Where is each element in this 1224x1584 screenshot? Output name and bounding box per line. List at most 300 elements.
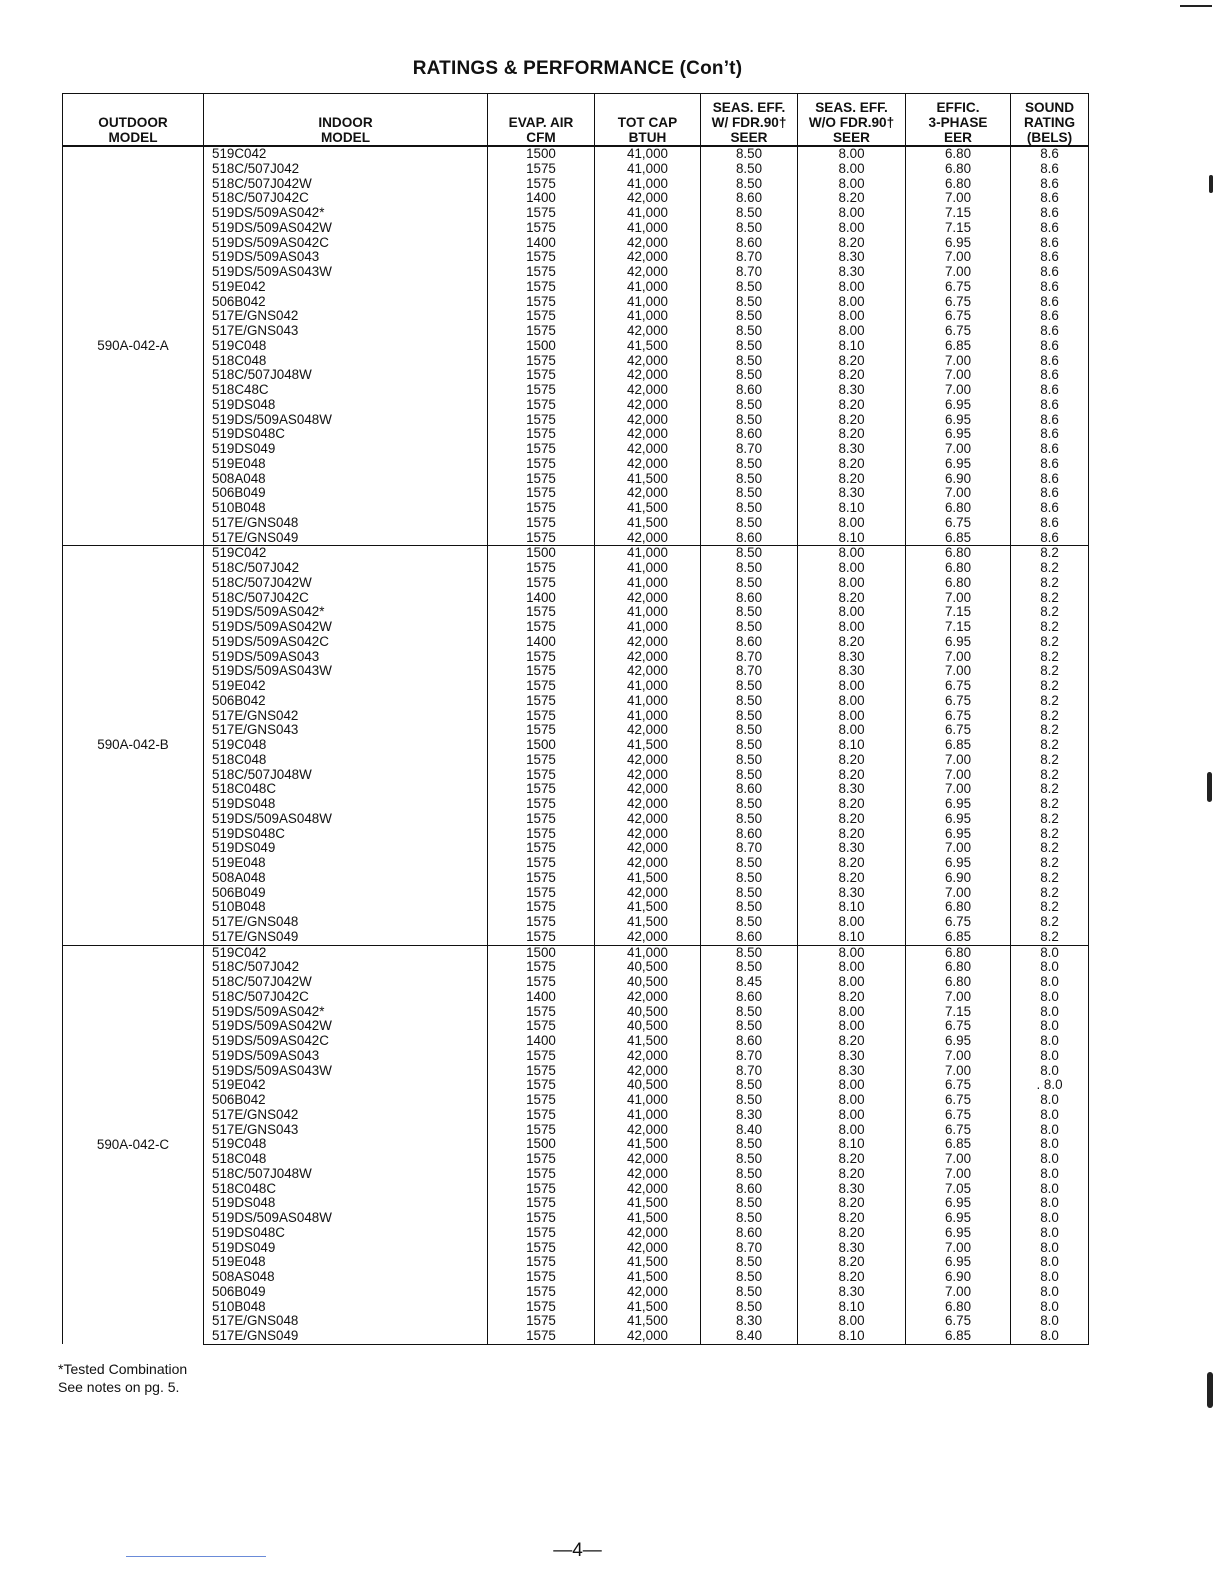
table-row [63, 975, 1089, 990]
seer-no-fdr-cell: 8.20 [798, 236, 906, 251]
cfm-cell: 1575 [488, 1270, 595, 1285]
sound-cell: 8.6 [1011, 457, 1089, 472]
eer-cell: 6.75 [906, 1078, 1011, 1093]
indoor-model-cell: 508AS048 [204, 1270, 488, 1285]
cfm-cell: 1575 [488, 383, 595, 398]
table-row [63, 605, 1089, 620]
table-row [63, 723, 1089, 738]
scan-artifact-line [126, 1556, 266, 1557]
btuh-cell: 42,000 [595, 191, 701, 206]
eer-cell: 6.90 [906, 1270, 1011, 1285]
column-header-line: EER [944, 130, 972, 145]
cfm-cell: 1575 [488, 605, 595, 620]
btuh-cell: 41,000 [595, 561, 701, 576]
table-row [63, 1270, 1089, 1285]
indoor-model-cell: 518C048C [204, 782, 488, 797]
seer-fdr-cell: 8.50 [701, 561, 798, 576]
indoor-model-cell: 519C042 [204, 146, 488, 162]
eer-cell: 6.75 [906, 1314, 1011, 1329]
eer-cell: 6.95 [906, 1196, 1011, 1211]
footnotes [58, 1360, 187, 1396]
eer-cell: 6.95 [906, 635, 1011, 650]
table-row [63, 930, 1089, 945]
outdoor-model-cell: 590A-042-C [63, 945, 204, 1344]
column-header-line: MODEL [320, 130, 371, 145]
indoor-model-cell: 519C048 [204, 738, 488, 753]
seer-fdr-cell: 8.70 [701, 650, 798, 665]
btuh-cell: 42,000 [595, 1123, 701, 1138]
sound-cell: 8.0 [1011, 1241, 1089, 1256]
eer-cell: 7.15 [906, 620, 1011, 635]
cfm-cell: 1575 [488, 841, 595, 856]
seer-fdr-cell: 8.50 [701, 1005, 798, 1020]
eer-cell: 6.80 [906, 1300, 1011, 1315]
cfm-cell: 1575 [488, 1152, 595, 1167]
sound-cell: 8.0 [1011, 1034, 1089, 1049]
eer-cell: 6.95 [906, 236, 1011, 251]
column-header-line: SEAS. EFF. [815, 100, 888, 115]
sound-cell: 8.6 [1011, 398, 1089, 413]
indoor-model-cell: 519DS/509AS043W [204, 664, 488, 679]
seer-fdr-cell: 8.50 [701, 1137, 798, 1152]
indoor-model-cell: 519E048 [204, 1255, 488, 1270]
seer-fdr-cell: 8.50 [701, 605, 798, 620]
seer-fdr-cell: 8.50 [701, 398, 798, 413]
table-row [63, 368, 1089, 383]
seer-no-fdr-cell: 8.10 [798, 738, 906, 753]
sound-cell: 8.6 [1011, 531, 1089, 546]
seer-fdr-cell: 8.50 [701, 1078, 798, 1093]
eer-cell: 6.75 [906, 295, 1011, 310]
cfm-cell: 1575 [488, 1123, 595, 1138]
sound-cell: 8.2 [1011, 620, 1089, 635]
column-header-outdoor-model [63, 94, 204, 147]
eer-cell: 6.75 [906, 1093, 1011, 1108]
table-row [63, 309, 1089, 324]
table-row [63, 561, 1089, 576]
indoor-model-cell: 518C048 [204, 753, 488, 768]
seer-fdr-cell: 8.50 [701, 516, 798, 531]
indoor-model-cell: 519DS/509AS042* [204, 1005, 488, 1020]
table-row [63, 324, 1089, 339]
cfm-cell: 1575 [488, 1226, 595, 1241]
eer-cell: 6.80 [906, 501, 1011, 516]
seer-fdr-cell: 8.50 [701, 1211, 798, 1226]
eer-cell: 6.75 [906, 280, 1011, 295]
table-row [63, 1211, 1089, 1226]
table-row [63, 501, 1089, 516]
scan-artifact-mark [1180, 5, 1212, 7]
table-row [63, 1241, 1089, 1256]
eer-cell: 7.00 [906, 753, 1011, 768]
column-header-line: EFFIC. [936, 100, 980, 115]
table-row [63, 900, 1089, 915]
table-row [63, 427, 1089, 442]
table-row [63, 1196, 1089, 1211]
table-row [63, 457, 1089, 472]
seer-fdr-cell: 8.50 [701, 753, 798, 768]
eer-cell: 6.95 [906, 1226, 1011, 1241]
btuh-cell: 40,500 [595, 1005, 701, 1020]
table-row [63, 945, 1089, 960]
table-row [63, 753, 1089, 768]
btuh-cell: 41,000 [595, 709, 701, 724]
btuh-cell: 40,500 [595, 1019, 701, 1034]
table-row [63, 265, 1089, 280]
indoor-model-cell: 510B048 [204, 1300, 488, 1315]
btuh-cell: 41,500 [595, 1314, 701, 1329]
table-body [63, 146, 1089, 1344]
cfm-cell: 1575 [488, 620, 595, 635]
seer-fdr-cell: 8.50 [701, 146, 798, 162]
eer-cell: 6.95 [906, 413, 1011, 428]
seer-fdr-cell: 8.50 [701, 1285, 798, 1300]
sound-cell: 8.6 [1011, 177, 1089, 192]
seer-no-fdr-cell: 8.30 [798, 650, 906, 665]
btuh-cell: 42,000 [595, 797, 701, 812]
indoor-model-cell: 510B048 [204, 900, 488, 915]
cfm-cell: 1575 [488, 1196, 595, 1211]
scan-artifact-mark [1207, 1372, 1213, 1408]
seer-fdr-cell: 8.60 [701, 990, 798, 1005]
seer-no-fdr-cell: 8.00 [798, 146, 906, 162]
indoor-model-cell: 519DS048C [204, 1226, 488, 1241]
indoor-model-cell: 519C048 [204, 1137, 488, 1152]
seer-fdr-cell: 8.50 [701, 915, 798, 930]
seer-fdr-cell: 8.50 [701, 900, 798, 915]
seer-no-fdr-cell: 8.30 [798, 1182, 906, 1197]
column-header-eer-3-phase [906, 94, 1011, 147]
eer-cell: 7.00 [906, 1152, 1011, 1167]
cfm-cell: 1575 [488, 324, 595, 339]
seer-fdr-cell: 8.50 [701, 546, 798, 561]
btuh-cell: 42,000 [595, 753, 701, 768]
eer-cell: 7.00 [906, 383, 1011, 398]
sound-cell: 8.2 [1011, 738, 1089, 753]
btuh-cell: 41,000 [595, 679, 701, 694]
cfm-cell: 1575 [488, 812, 595, 827]
indoor-model-cell: 517E/GNS048 [204, 1314, 488, 1329]
eer-cell: 7.15 [906, 605, 1011, 620]
cfm-cell: 1575 [488, 442, 595, 457]
cfm-cell: 1575 [488, 516, 595, 531]
btuh-cell: 41,000 [595, 309, 701, 324]
eer-cell: 7.00 [906, 990, 1011, 1005]
btuh-cell: 41,500 [595, 501, 701, 516]
sound-cell: 8.0 [1011, 1005, 1089, 1020]
sound-cell: 8.0 [1011, 1019, 1089, 1034]
sound-cell: 8.2 [1011, 827, 1089, 842]
btuh-cell: 41,500 [595, 1211, 701, 1226]
eer-cell: 6.75 [906, 679, 1011, 694]
indoor-model-cell: 519DS/509AS042W [204, 221, 488, 236]
eer-cell: 6.75 [906, 324, 1011, 339]
indoor-model-cell: 519DS/509AS048W [204, 413, 488, 428]
seer-no-fdr-cell: 8.00 [798, 206, 906, 221]
sound-cell: 8.0 [1011, 1049, 1089, 1064]
cfm-cell: 1575 [488, 354, 595, 369]
indoor-model-cell: 506B042 [204, 1093, 488, 1108]
seer-fdr-cell: 8.50 [701, 162, 798, 177]
table-row [63, 679, 1089, 694]
btuh-cell: 42,000 [595, 1152, 701, 1167]
sound-cell: 8.2 [1011, 900, 1089, 915]
sound-cell: 8.6 [1011, 206, 1089, 221]
sound-cell: 8.6 [1011, 295, 1089, 310]
seer-no-fdr-cell: 8.00 [798, 546, 906, 561]
table-row [63, 841, 1089, 856]
btuh-cell: 41,000 [595, 146, 701, 162]
cfm-cell: 1575 [488, 1211, 595, 1226]
seer-fdr-cell: 8.50 [701, 1152, 798, 1167]
eer-cell: 6.95 [906, 1255, 1011, 1270]
sound-cell: 8.6 [1011, 191, 1089, 206]
seer-no-fdr-cell: 8.20 [798, 768, 906, 783]
seer-fdr-cell: 8.50 [701, 1167, 798, 1182]
indoor-model-cell: 519E048 [204, 856, 488, 871]
seer-no-fdr-cell: 8.20 [798, 990, 906, 1005]
btuh-cell: 42,000 [595, 1241, 701, 1256]
seer-no-fdr-cell: 8.20 [798, 191, 906, 206]
cfm-cell: 1575 [488, 1300, 595, 1315]
btuh-cell: 42,000 [595, 398, 701, 413]
sound-cell: 8.2 [1011, 856, 1089, 871]
cfm-cell: 1575 [488, 280, 595, 295]
table-row [63, 1300, 1089, 1315]
seer-no-fdr-cell: 8.00 [798, 295, 906, 310]
seer-no-fdr-cell: 8.10 [798, 930, 906, 945]
table-row [63, 221, 1089, 236]
table-row [63, 280, 1089, 295]
seer-no-fdr-cell: 8.20 [798, 591, 906, 606]
btuh-cell: 42,000 [595, 1064, 701, 1079]
table-row [63, 206, 1089, 221]
indoor-model-cell: 508A048 [204, 472, 488, 487]
table-row [63, 1093, 1089, 1108]
seer-fdr-cell: 8.50 [701, 945, 798, 960]
eer-cell: 6.95 [906, 427, 1011, 442]
sound-cell: 8.0 [1011, 1226, 1089, 1241]
eer-cell: 6.75 [906, 309, 1011, 324]
indoor-model-cell: 517E/GNS049 [204, 1329, 488, 1344]
indoor-model-cell: 518C/507J048W [204, 1167, 488, 1182]
seer-no-fdr-cell: 8.20 [798, 753, 906, 768]
btuh-cell: 41,500 [595, 1270, 701, 1285]
eer-cell: 6.80 [906, 561, 1011, 576]
seer-fdr-cell: 8.70 [701, 250, 798, 265]
seer-no-fdr-cell: 8.30 [798, 1285, 906, 1300]
column-header-seer-without-fdr [798, 94, 906, 147]
cfm-cell: 1575 [488, 886, 595, 901]
table-row [63, 1005, 1089, 1020]
btuh-cell: 42,000 [595, 427, 701, 442]
sound-cell: 8.0 [1011, 1137, 1089, 1152]
table-row [63, 782, 1089, 797]
seer-fdr-cell: 8.50 [701, 486, 798, 501]
eer-cell: 7.15 [906, 206, 1011, 221]
seer-no-fdr-cell: 8.30 [798, 265, 906, 280]
btuh-cell: 42,000 [595, 413, 701, 428]
seer-no-fdr-cell: 8.00 [798, 945, 906, 960]
cfm-cell: 1500 [488, 146, 595, 162]
seer-no-fdr-cell: 8.20 [798, 797, 906, 812]
sound-cell: 8.6 [1011, 516, 1089, 531]
sound-cell: 8.0 [1011, 1123, 1089, 1138]
cfm-cell: 1575 [488, 1329, 595, 1344]
sound-cell: 8.0 [1011, 1108, 1089, 1123]
seer-fdr-cell: 8.50 [701, 812, 798, 827]
cfm-cell: 1575 [488, 501, 595, 516]
sound-cell: 8.0 [1011, 1270, 1089, 1285]
sound-cell: 8.2 [1011, 782, 1089, 797]
indoor-model-cell: 518C/507J042 [204, 960, 488, 975]
seer-fdr-cell: 8.30 [701, 1314, 798, 1329]
seer-no-fdr-cell: 8.00 [798, 221, 906, 236]
seer-fdr-cell: 8.50 [701, 206, 798, 221]
cfm-cell: 1575 [488, 975, 595, 990]
seer-no-fdr-cell: 8.00 [798, 620, 906, 635]
eer-cell: 6.75 [906, 1019, 1011, 1034]
scan-artifact-mark [1209, 175, 1213, 193]
sound-cell: 8.6 [1011, 472, 1089, 487]
cfm-cell: 1575 [488, 221, 595, 236]
table-row [63, 1078, 1089, 1093]
column-header-line: CFM [526, 130, 556, 145]
seer-fdr-cell: 8.70 [701, 664, 798, 679]
table-row [63, 472, 1089, 487]
cfm-cell: 1400 [488, 591, 595, 606]
cfm-cell: 1575 [488, 206, 595, 221]
indoor-model-cell: 519DS/509AS043W [204, 1064, 488, 1079]
btuh-cell: 42,000 [595, 531, 701, 546]
sound-cell: 8.2 [1011, 841, 1089, 856]
seer-no-fdr-cell: 8.00 [798, 709, 906, 724]
btuh-cell: 41,000 [595, 221, 701, 236]
cfm-cell: 1575 [488, 827, 595, 842]
page-title: RATINGS & PERFORMANCE (Con’t) [412, 58, 743, 79]
seer-fdr-cell: 8.50 [701, 501, 798, 516]
scan-artifact-mark [1207, 772, 1212, 802]
btuh-cell: 40,500 [595, 975, 701, 990]
btuh-cell: 42,000 [595, 486, 701, 501]
seer-no-fdr-cell: 8.10 [798, 1329, 906, 1344]
sound-cell: 8.2 [1011, 664, 1089, 679]
btuh-cell: 42,000 [595, 886, 701, 901]
seer-fdr-cell: 8.60 [701, 1182, 798, 1197]
seer-no-fdr-cell: 8.00 [798, 1005, 906, 1020]
btuh-cell: 42,000 [595, 841, 701, 856]
eer-cell: 6.75 [906, 516, 1011, 531]
eer-cell: 6.90 [906, 472, 1011, 487]
cfm-cell: 1575 [488, 1005, 595, 1020]
seer-no-fdr-cell: 8.10 [798, 1300, 906, 1315]
cfm-cell: 1575 [488, 265, 595, 280]
table-row [63, 1064, 1089, 1079]
sound-cell: 8.0 [1011, 945, 1089, 960]
sound-cell: 8.2 [1011, 753, 1089, 768]
seer-no-fdr-cell: 8.00 [798, 516, 906, 531]
eer-cell: 7.00 [906, 768, 1011, 783]
sound-cell: 8.0 [1011, 1255, 1089, 1270]
sound-cell: 8.6 [1011, 162, 1089, 177]
sound-cell: 8.2 [1011, 546, 1089, 561]
table-row [63, 576, 1089, 591]
sound-cell: 8.6 [1011, 486, 1089, 501]
cfm-cell: 1575 [488, 915, 595, 930]
btuh-cell: 42,000 [595, 383, 701, 398]
sound-cell: 8.6 [1011, 236, 1089, 251]
cfm-cell: 1500 [488, 738, 595, 753]
seer-no-fdr-cell: 8.20 [798, 635, 906, 650]
eer-cell: 6.95 [906, 856, 1011, 871]
indoor-model-cell: 517E/GNS043 [204, 1123, 488, 1138]
seer-fdr-cell: 8.40 [701, 1329, 798, 1344]
indoor-model-cell: 518C48C [204, 383, 488, 398]
eer-cell: 7.00 [906, 354, 1011, 369]
seer-fdr-cell: 8.50 [701, 797, 798, 812]
seer-no-fdr-cell: 8.00 [798, 1123, 906, 1138]
table-row [63, 516, 1089, 531]
table-row [63, 486, 1089, 501]
cfm-cell: 1575 [488, 472, 595, 487]
indoor-model-cell: 519DS/509AS043W [204, 265, 488, 280]
btuh-cell: 41,000 [595, 546, 701, 561]
seer-fdr-cell: 8.70 [701, 442, 798, 457]
table-row [63, 871, 1089, 886]
sound-cell: 8.0 [1011, 990, 1089, 1005]
footnote-tested: *Tested Combination [58, 1361, 188, 1377]
sound-cell: 8.2 [1011, 679, 1089, 694]
sound-cell: 8.2 [1011, 650, 1089, 665]
eer-cell: 6.85 [906, 930, 1011, 945]
seer-fdr-cell: 8.50 [701, 1270, 798, 1285]
seer-fdr-cell: 8.60 [701, 635, 798, 650]
indoor-model-cell: 518C/507J042W [204, 975, 488, 990]
eer-cell: 6.95 [906, 398, 1011, 413]
seer-no-fdr-cell: 8.00 [798, 723, 906, 738]
seer-fdr-cell: 8.50 [701, 1093, 798, 1108]
sound-cell: 8.0 [1011, 1300, 1089, 1315]
indoor-model-cell: 519DS/509AS042* [204, 605, 488, 620]
sound-cell: 8.0 [1011, 1285, 1089, 1300]
indoor-model-cell: 519DS049 [204, 1241, 488, 1256]
table-row [63, 709, 1089, 724]
sound-cell: 8.2 [1011, 635, 1089, 650]
btuh-cell: 41,000 [595, 295, 701, 310]
sound-cell: 8.2 [1011, 709, 1089, 724]
indoor-model-cell: 506B049 [204, 1285, 488, 1300]
seer-fdr-cell: 8.60 [701, 191, 798, 206]
indoor-model-cell: 519DS048 [204, 797, 488, 812]
column-header-line: SEER [832, 130, 871, 145]
table-row [63, 591, 1089, 606]
eer-cell: 7.00 [906, 368, 1011, 383]
sound-cell: 8.0 [1011, 1196, 1089, 1211]
seer-no-fdr-cell: 8.30 [798, 664, 906, 679]
btuh-cell: 41,500 [595, 339, 701, 354]
sound-cell: 8.6 [1011, 383, 1089, 398]
seer-fdr-cell: 8.50 [701, 576, 798, 591]
sound-cell: 8.6 [1011, 354, 1089, 369]
indoor-model-cell: 519DS/509AS042C [204, 236, 488, 251]
sound-cell: 8.2 [1011, 886, 1089, 901]
indoor-model-cell: 517E/GNS043 [204, 324, 488, 339]
sound-cell: 8.0 [1011, 1064, 1089, 1079]
eer-cell: 6.80 [906, 975, 1011, 990]
table-row [63, 1285, 1089, 1300]
table-row [63, 177, 1089, 192]
cfm-cell: 1500 [488, 546, 595, 561]
